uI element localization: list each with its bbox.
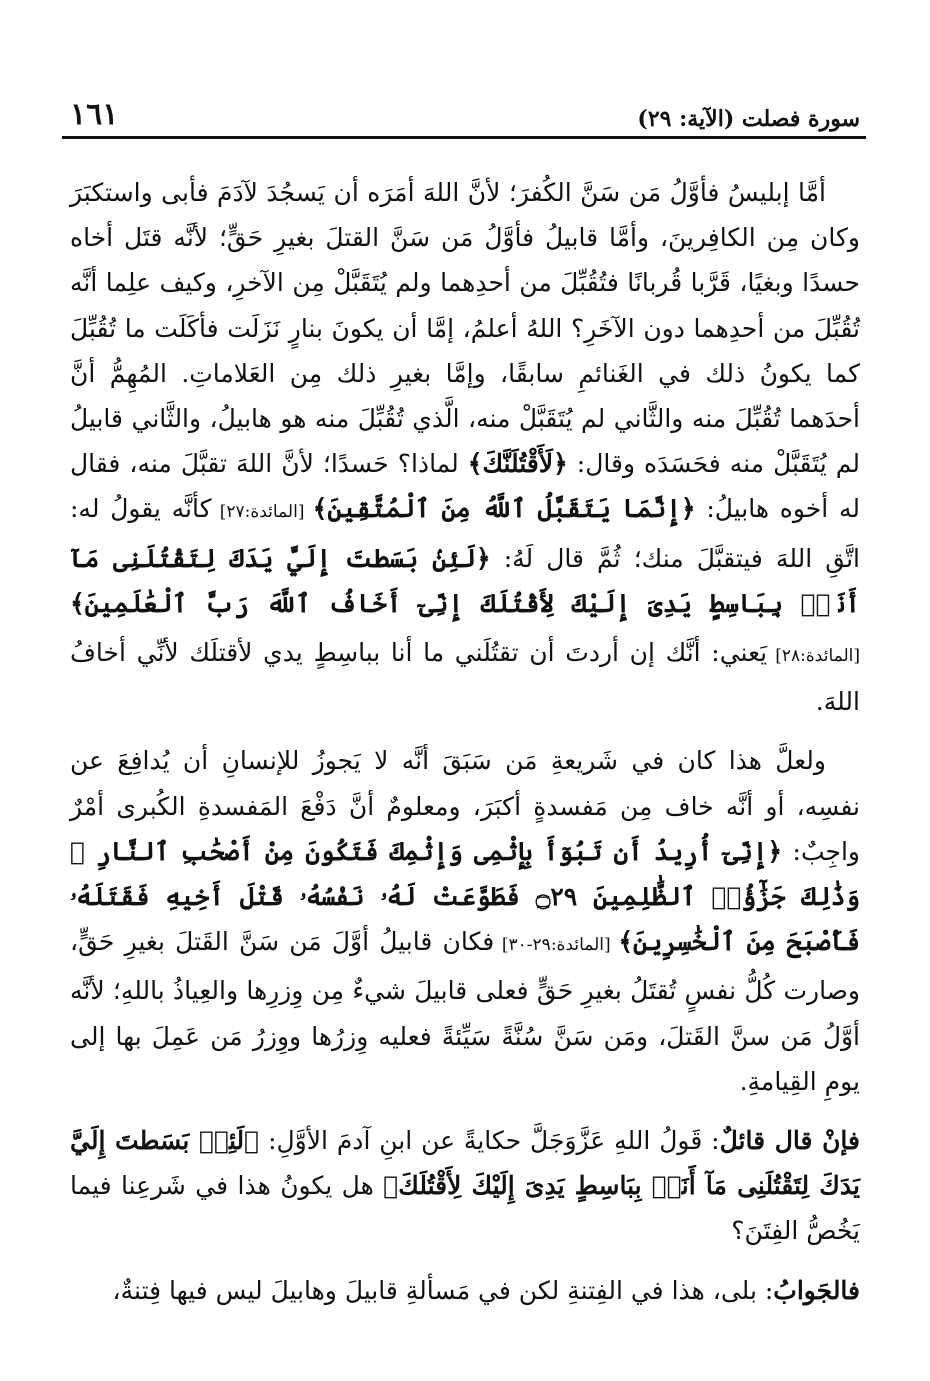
text-run: : قَولُ اللهِ عَزَّوَجَلَّ حكايةً عن ابنِ آدمَ الأوَّلِ:	[259, 1126, 720, 1156]
quran-quote: ﴿لَأَقْتُلَنَّكَ﴾	[467, 449, 568, 479]
question-lead: فإنْ قال قائلٌ	[719, 1126, 861, 1156]
text-run: لماذا؟ حَسدًا؛ لأنَّ اللهَ تقبَّلَ منه، فقال له أخوه هابيلُ:	[70, 449, 860, 524]
text-run: يَعني: أنَّك إن أردتَ أن تقتُلَني ما أنا بباسِطٍ يدي لأقتلَك لأنِّي أخافُ اللهَ.	[70, 638, 860, 717]
text-run: فكان قابيلُ أوَّلَ مَن سَنَّ القَتلَ بغيرِ حَقٍّ، وصارت كُلُّ نفسٍ تُقتَلُ بغيرِ حَقٍّ فعلى قابيلَ شيءٌ مِن وِزرِها والعِياذُ باللهِ؛ لأنَّه أوَّلُ مَن سنَّ القَتلَ، ومَن سَنَّ سُنَّةً سَيِّئةً فعليه وِزرُها ووِزرُ مَن عَمِلَ بها إلى يومِ القِيامةِ.	[70, 927, 860, 1096]
paragraph-p2	[70, 738, 860, 1104]
text-run: : بلى، هذا في الفِتنةِ لكن في مَسألةِ قابيلَ وهابيلَ ليس فيها فِتنةٌ،	[112, 1275, 774, 1305]
verse-reference: [المائدة:٢٩-٣٠]	[494, 935, 619, 956]
text-run: ولعلَّ هذا كان في شَريعةِ مَن سَبَقَ أنَّه لا يَجوزُ للإنسانِ أن يُدافِعَ عن نفسِه، أو أنَّه خاف مِن مَفسدةٍ أكبَرَ، ومعلومٌ أنَّ دَفْعَ المَفسدةِ الكُبرى أمْرٌ واجِبٌ:	[70, 746, 860, 866]
quran-quote: ﴿لَئِنۢ بَسَطتَ إِلَيَّ يَدَكَ لِتَقْتُلَنِى مَآ أَنَا۠ بِبَاسِطٍ يَدِىَ إِلَيْكَ لِأَقْتُلَكَ إِنِّىٓ أَخَافُ ٱللَّهَ رَبَّ ٱلْعَٰلَمِينَ﴾	[70, 543, 860, 618]
page-number: ١٦١	[70, 97, 119, 132]
paragraph-p4	[70, 1268, 860, 1313]
paragraph-p1	[70, 170, 860, 724]
running-head: سورة فصلت (الآية: ٢٩)	[637, 106, 860, 132]
text-run: أمَّا إبليسُ فأوَّلُ مَن سَنَّ الكُفرَ؛ لأنَّ اللهَ أمَرَه أن يَسجُدَ لآدَمَ فأبى واستكبَرَ وكان مِن الكافِرينَ، وأمَّا قابيلُ فأوَّلُ مَن سَنَّ القتلَ بغيرِ حَقٍّ؛ لأنَّه قتَل أخاه حسدًا وبغيًا، قَرَّبا قُربانًا فتُقُبِّلَ من أحدِهما ولم يُتَقَبَّلْ مِن الآخرِ، وكيف علِما أنَّه تُقُبِّلَ من أحدِهما دون الآخَرِ؟ اللهُ أعلمُ، إمَّا أن يكونَ بنارٍ نَزَلَت فأكَلَت ما تُقُبِّلَ كما يكونُ ذلك في الغَنائمِ سابقًا، وإمَّا بغيرِ ذلك مِن العَلاماتِ. المُهِمُّ أنَّ أحدَهما تُقُبِّلَ منه والثَّاني لم يُتَقَبَّلْ منه، الَّذي تُقُبِّلَ منه هو هابيلُ، والثَّاني قابيلُ لم يُتَقَبَّلْ منه فحَسَدَه وقال:	[70, 178, 860, 479]
header-rule	[62, 136, 866, 139]
verse-reference: [المائدة:٢٨]	[767, 646, 860, 667]
quran-quote: ﴿إِنِّىٓ أُرِيدُ أَن تَبُوٓأَ بِإِثْمِى وَإِثْمِكَ فَتَكُونَ مِنْ أَصْحَٰبِ ٱلنَّارِ ۚ وَذَٰلِكَ جَزَٰٓؤُا۟ ٱلظَّٰلِمِينَ ۝٢٩ فَطَوَّعَتْ لَهُۥ نَفْسُهُۥ قَتْلَ أَخِيهِ فَقَتَلَهُۥ فَأَصْبَحَ مِنَ ٱلْخَٰسِرِينَ﴾	[70, 836, 860, 957]
quran-quote: ﴿لَئِنۢ بَسَطتَ إِلَيَّ يَدَكَ لِتَقْتُلَنِى مَآ أَنَا۠ بِبَاسِطٍ يَدِىَ إِلَيْكَ لِأَقْتُلَكَ﴾	[70, 1126, 860, 1201]
verse-reference: [المائدة:٢٧]	[211, 502, 313, 523]
page-body	[70, 170, 860, 1341]
text-run: هل يكونُ هذا في شَرعِنا فيما يَخُصُّ الفِتَنَ؟	[70, 1171, 860, 1246]
text-run: كأنَّه يقولُ له: اتَّقِ اللهَ فيتقبَّلَ منك؛ ثُمَّ قال لَهُ:	[70, 494, 860, 573]
paragraph-p3	[70, 1118, 860, 1254]
quran-quote: ﴿إِنَّمَا يَتَقَبَّلُ ٱللَّهُ مِنَ ٱلْمُتَّقِينَ﴾	[312, 494, 696, 524]
page-header	[70, 92, 860, 132]
question-lead: فالجَوابُ	[773, 1275, 860, 1305]
